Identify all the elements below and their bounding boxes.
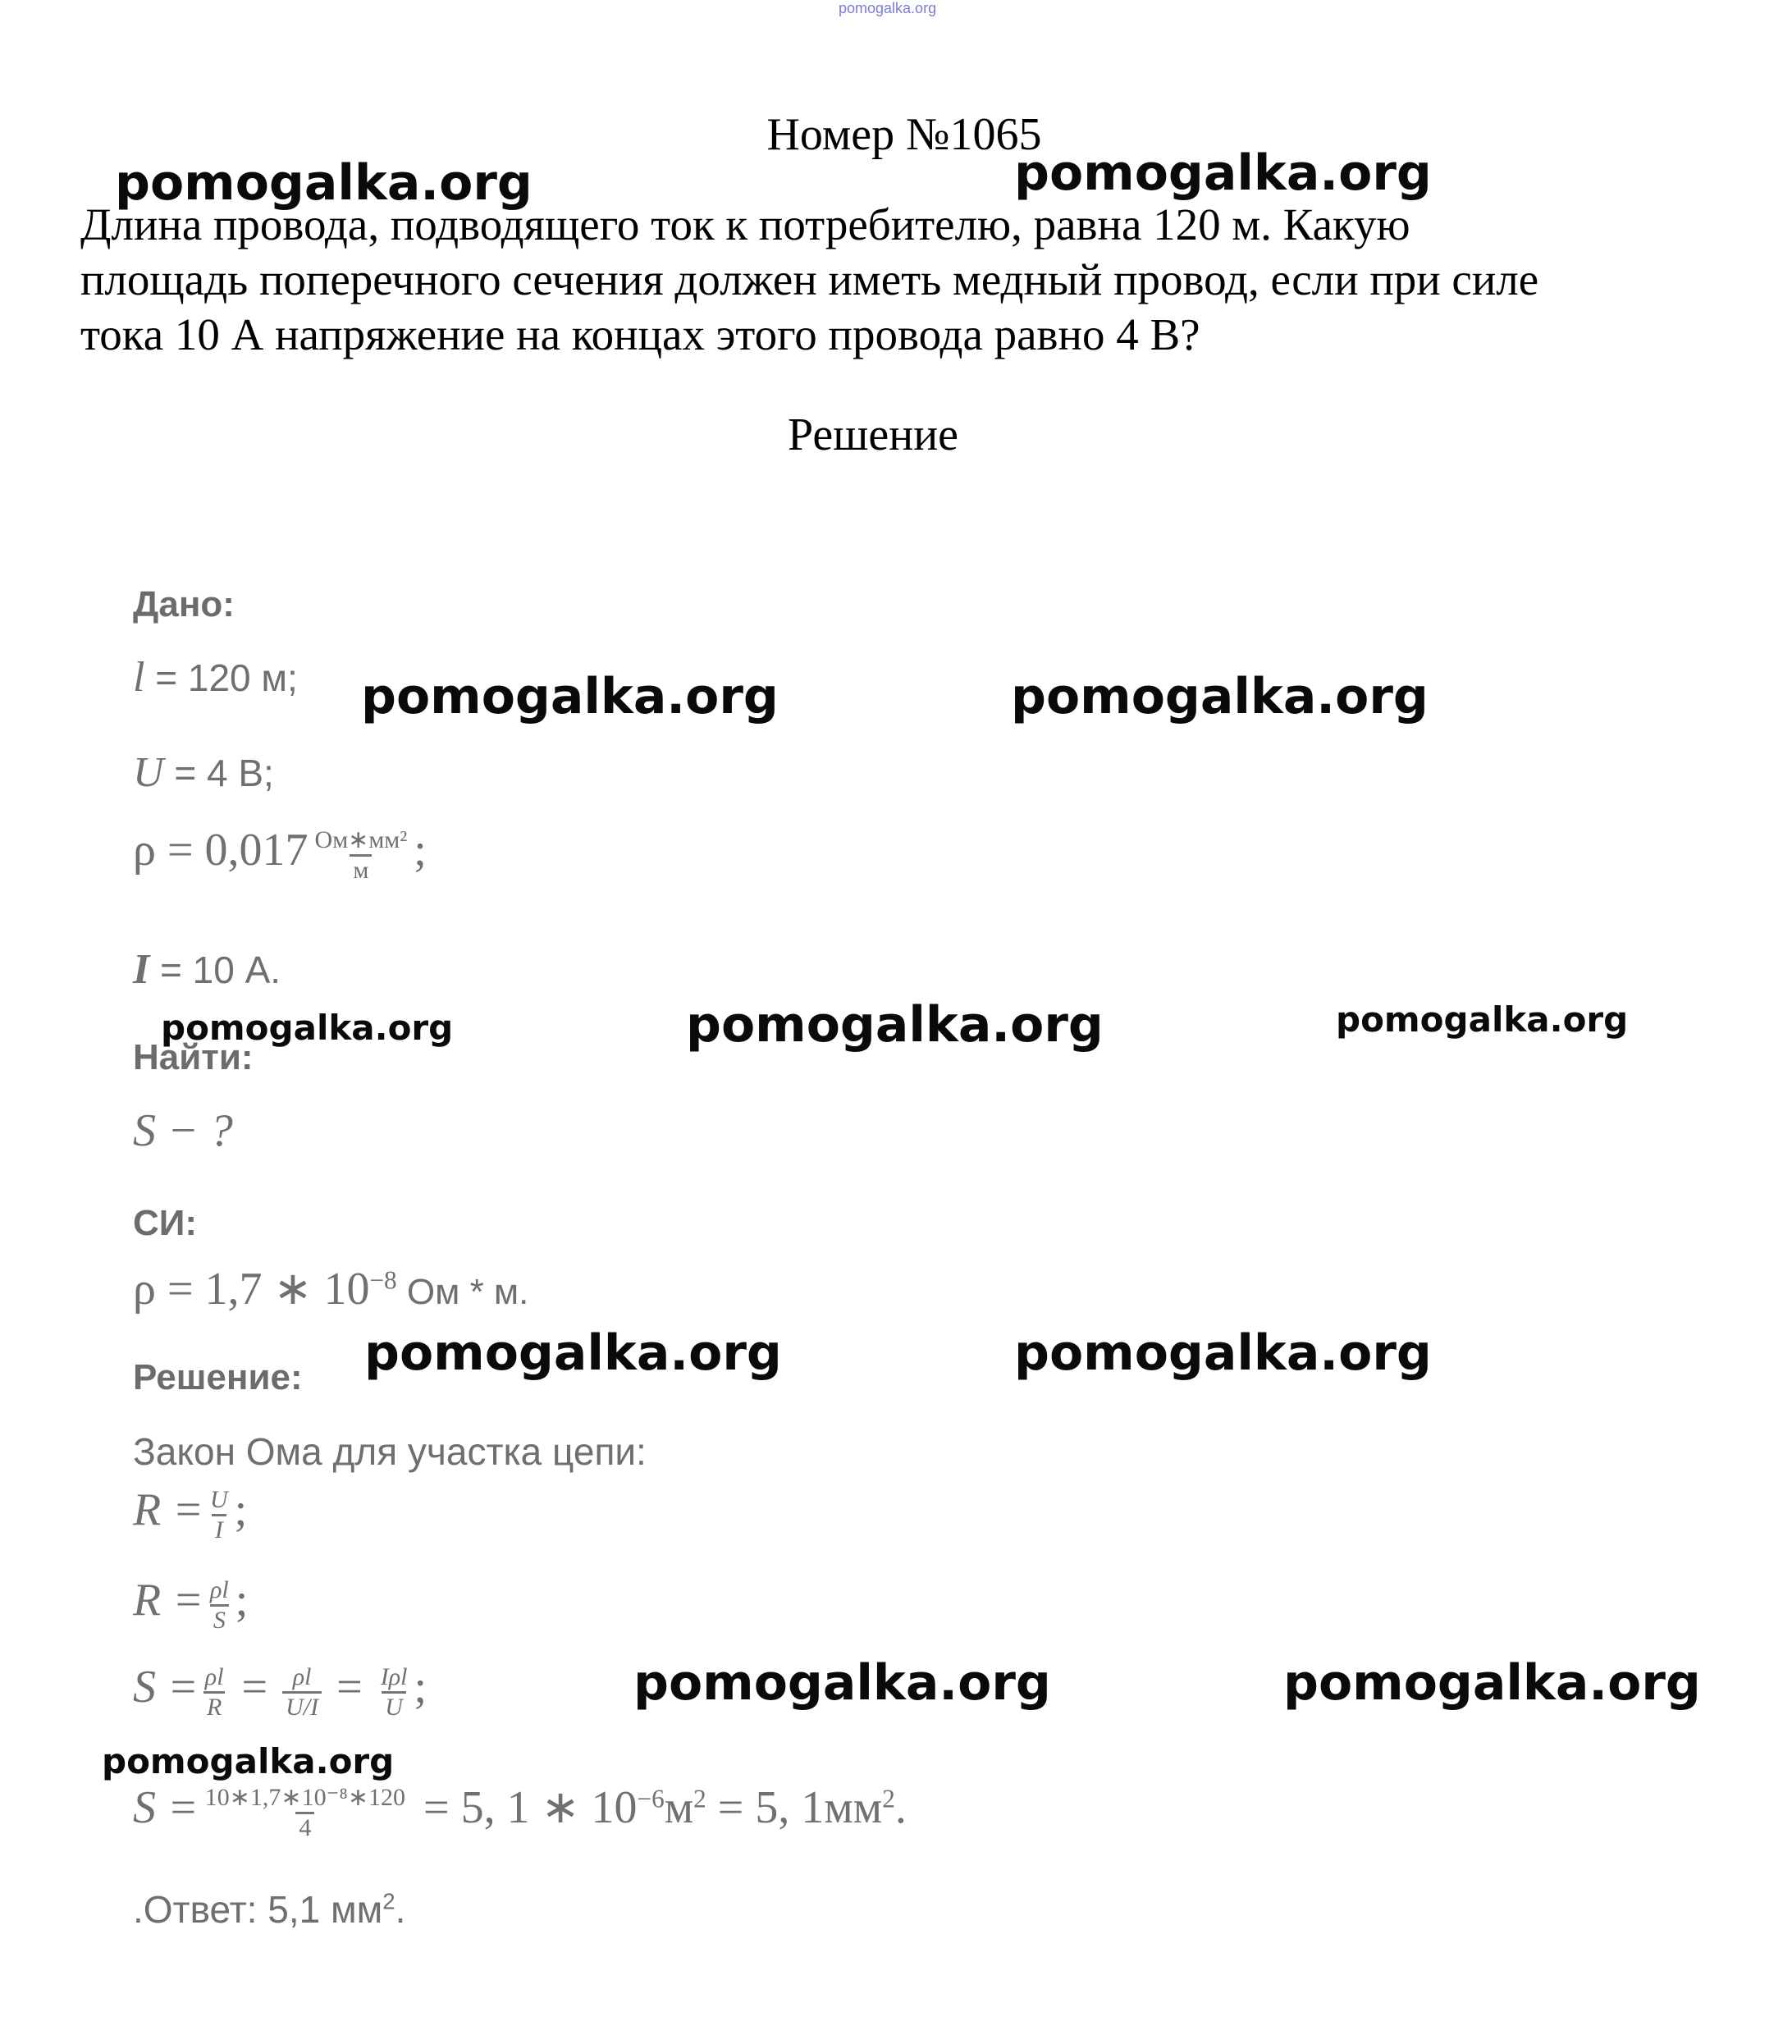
page-title: Номер №1065: [766, 109, 1042, 160]
s-f1-num: ρl: [204, 1662, 224, 1690]
resistivity-unit-den: м: [350, 854, 372, 885]
given-voltage: [133, 748, 274, 797]
s-fraction-3: [377, 1663, 411, 1722]
s-f3-num: Iρl: [380, 1662, 408, 1690]
top-watermark: pomogalka.org: [839, 0, 937, 16]
problem-line-2: площадь поперечного сечения должен иметь медный провод, если при силе: [80, 254, 1539, 304]
si-label: СИ:: [133, 1203, 198, 1243]
given-resistivity: [133, 824, 427, 885]
answer-end: .: [395, 1888, 406, 1931]
length-value: = 120 м;: [144, 656, 298, 699]
r1-lhs: R =: [133, 1484, 203, 1535]
watermark-3: pomogalka.org: [361, 668, 779, 725]
problem-line-3: тока 10 А напряжение на концах этого провода равно 4 В?: [80, 309, 1200, 359]
calc-lhs: S =: [133, 1782, 199, 1833]
watermark-2: pomogalka.org: [1014, 144, 1432, 202]
watermark-4: pomogalka.org: [1011, 668, 1429, 725]
watermark-5: pomogalka.org: [161, 1008, 454, 1048]
calc-tail: = 5, 1мм: [706, 1782, 883, 1833]
answer: .Ответ: 5,1 $мм^2$.: [133, 1888, 406, 1931]
calc-unit: м: [664, 1782, 694, 1833]
s-f1-den: R: [203, 1691, 225, 1722]
problem-line-1: Длина провода, подводящего ток к потребителю, равна 120 м. Какую: [80, 199, 1410, 249]
current-symbol: I: [133, 946, 150, 993]
watermark-11: pomogalka.org: [1283, 1654, 1701, 1712]
watermark-8: pomogalka.org: [364, 1324, 782, 1382]
resistivity-end: ;: [414, 825, 427, 876]
answer-text: .Ответ: 5,1 мм: [133, 1888, 383, 1931]
s-f2-den: U/I: [282, 1691, 322, 1722]
find-label: Найти:: [133, 1037, 254, 1077]
solution-heading: Решение: [788, 409, 959, 460]
watermark-9: pomogalka.org: [1014, 1324, 1432, 1382]
calc-fraction: [202, 1784, 409, 1842]
calc-mid: = 5, 1 ∗ 10: [412, 1782, 638, 1833]
resistivity-unit-fraction: [312, 826, 411, 885]
voltage-value: = 4 В;: [163, 752, 274, 794]
watermark-7: pomogalka.org: [1336, 999, 1629, 1040]
given-current: [133, 945, 281, 994]
calc-den: 4: [295, 1812, 314, 1842]
watermark-6: pomogalka.org: [686, 996, 1104, 1054]
resistivity-prefix: ρ = 0,017: [133, 825, 309, 876]
watermark-1: pomogalka.org: [115, 154, 533, 212]
s-f3-den: U: [382, 1691, 406, 1722]
find-value: S − ?: [133, 1105, 233, 1156]
si-rho-text: ρ = 1,7 ∗ 10: [133, 1264, 370, 1315]
r2-fraction: [207, 1576, 232, 1635]
s-lhs: S =: [133, 1662, 199, 1712]
formula-r-ui: R = $\frac{U}{I}$ ;: [133, 1484, 248, 1543]
given-length: [133, 653, 298, 702]
calculation: S = $\frac{\text{10∗1,7∗10⁻⁸∗120}}{4}$ = 5, 1 ∗ $10^{-6}м^2 = 5$, $1мм^2$.: [133, 1782, 907, 1841]
r1-num: U: [210, 1485, 228, 1513]
length-symbol: l: [133, 654, 145, 701]
r1-den: I: [212, 1514, 226, 1544]
calc-num: 10∗1,7∗10⁻⁸∗120: [204, 1783, 406, 1811]
r1-fraction: [207, 1486, 231, 1544]
si-resistivity: [133, 1262, 528, 1315]
r2-lhs: R =: [133, 1575, 203, 1626]
formula-s: S = $\frac{\rho l}{R}$ = $\frac{\rho l}{U/I}$ = $\frac{\text{Iρl}}{U}$ ;: [133, 1662, 427, 1721]
calc-exponent: −6: [637, 1784, 665, 1813]
si-rho-exponent: −8: [369, 1265, 397, 1295]
r2-num: ρl: [210, 1575, 229, 1603]
r2-den: S: [210, 1604, 229, 1635]
s-fraction-2: [282, 1663, 322, 1722]
s-fraction-1: [202, 1663, 227, 1722]
resistivity-unit-num: Ом∗мм²: [314, 825, 408, 853]
watermark-10: pomogalka.org: [633, 1654, 1051, 1712]
formula-r-rhol: R = $\frac{\rho l}{S}$ ;: [133, 1575, 249, 1634]
voltage-symbol: U: [133, 749, 164, 796]
problem-statement: [80, 197, 1721, 362]
current-value: = 10 А.: [149, 949, 281, 991]
si-rho-unit: Ом * м.: [396, 1272, 529, 1312]
watermark-12: pomogalka.org: [102, 1741, 395, 1781]
given-label: Дано:: [133, 584, 235, 624]
ohm-law-text: Закон Ома для участка цепи:: [133, 1430, 647, 1473]
solution-label: Решение:: [133, 1357, 303, 1397]
s-f2-num: ρl: [292, 1662, 312, 1690]
